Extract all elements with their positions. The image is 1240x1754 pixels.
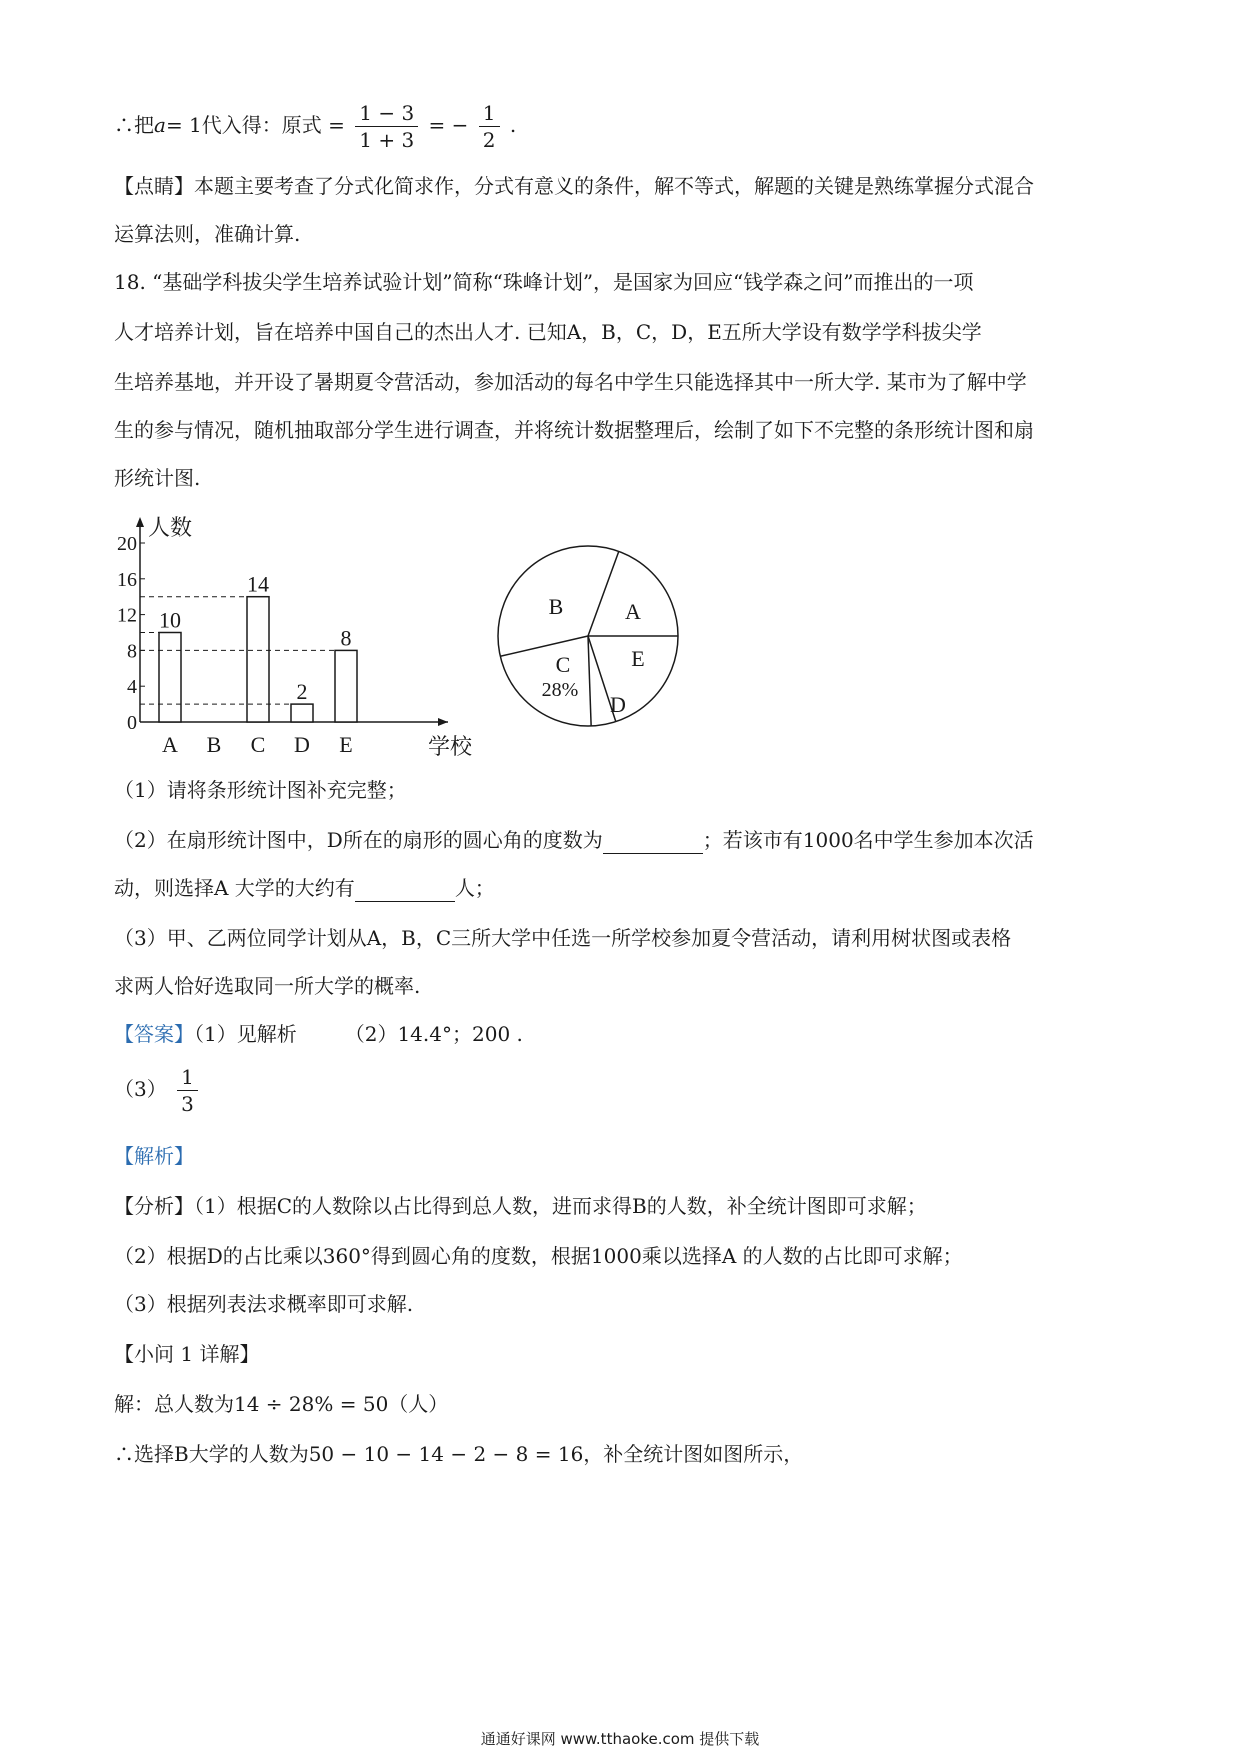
fraction: $\frac{1}{2}$ bbox=[479, 100, 500, 153]
dianjing-tag: 【点睛】 bbox=[114, 174, 194, 198]
fenxi-line-2: （2）根据D的占比乘以360°得到圆心角的度数，根据1000乘以选择A 的人数的占比即可求解； bbox=[114, 1244, 963, 1268]
x-tick-label: E bbox=[339, 732, 353, 757]
fraction: $\frac{1 - 3}{1 + 3}$ bbox=[355, 100, 418, 153]
x-tick-label: A bbox=[162, 732, 178, 757]
answer-line-3: （3） $\frac{1}{3}$ bbox=[114, 1064, 202, 1117]
answer-tag: 【答案】 bbox=[114, 1022, 194, 1046]
bar bbox=[247, 597, 269, 722]
q18-line-1: 18. “基础学科拔尖学生培养试验计划”简称“珠峰计划”，是国家为回应“钱学森之问”而推出的一项 bbox=[114, 270, 974, 294]
x-tick-label: D bbox=[294, 732, 310, 757]
y-tick-label: 16 bbox=[117, 568, 137, 591]
sub-question-1: （1）请将条形统计图补充完整； bbox=[114, 778, 407, 802]
y-tick-label: 20 bbox=[117, 533, 137, 555]
data-label: 10 bbox=[159, 607, 181, 633]
bar bbox=[335, 650, 357, 722]
x-axis-arrow bbox=[438, 718, 448, 726]
pie-slice-label: D bbox=[610, 692, 626, 717]
data-label: 2 bbox=[296, 679, 308, 705]
answer-line: 【答案】（1）见解析 （2）14.4°；200 . bbox=[114, 1022, 523, 1046]
detail-tag: 【小问 1 详解】 bbox=[114, 1342, 260, 1366]
y-axis-label: 人数 bbox=[148, 515, 193, 540]
bar bbox=[159, 633, 181, 723]
q18-line-5: 形统计图. bbox=[114, 466, 201, 490]
data-label: 14 bbox=[247, 571, 269, 597]
sub-question-2-cont: 动，则选择A 大学的大约有 人； bbox=[114, 876, 495, 900]
detail-line-1: 解：总人数为14 ÷ 28% = 50（人） bbox=[114, 1392, 449, 1416]
sub-question-2: （2）在扇形统计图中，D所在的扇形的圆心角的度数为 ；若该市有1000名中学生参加本次活 bbox=[114, 828, 1034, 852]
bar bbox=[291, 704, 313, 722]
pie-percent-label: 28% bbox=[541, 679, 579, 701]
y-tick-label: 4 bbox=[127, 676, 137, 699]
formula-line: ∴把a= 1代入得：原式 = $\frac{1 - 3}{1 + 3}$ = − $\frac{1}{2}$ . bbox=[114, 101, 517, 152]
fenxi-line-1: 【分析】（1）根据C的人数除以占比得到总人数，进而求得B的人数，补全统计图即可求解； bbox=[114, 1194, 927, 1218]
y-tick-label: 0 bbox=[127, 712, 137, 734]
detail-line-2: ∴选择B大学的人数为50 − 10 − 14 − 2 − 8 = 16，补全统计图如图所示， bbox=[114, 1442, 804, 1466]
jiexi-tag: 【解析】 bbox=[114, 1144, 194, 1168]
pie-slice-label: E bbox=[631, 646, 645, 671]
bar-chart bbox=[100, 505, 473, 759]
fenxi-tag: 【分析】 bbox=[114, 1194, 194, 1218]
y-tick-label: 12 bbox=[117, 604, 137, 627]
y-tick-label: 8 bbox=[127, 640, 137, 663]
y-axis-arrow bbox=[136, 517, 144, 527]
pie-slice-label: A bbox=[625, 599, 641, 624]
pie-slice-label: B bbox=[548, 594, 564, 619]
answer-blank bbox=[603, 833, 703, 854]
sub-question-3-cont: 求两人恰好选取同一所大学的概率. bbox=[114, 974, 421, 998]
pie-slice-label: C bbox=[555, 652, 571, 677]
q18-line-4: 生的参与情况，随机抽取部分学生进行调查，并将统计数据整理后，绘制了如下不完整的条形统计图和扇 bbox=[114, 418, 1034, 442]
pie-chart bbox=[488, 536, 688, 736]
sub-question-3: （3）甲、乙两位同学计划从A，B，C三所大学中任选一所学校参加夏令营活动，请利用树状图或表格 bbox=[114, 926, 1012, 950]
dianjing-line-1: 【点睛】本题主要考查了分式化简求作，分式有意义的条件，解不等式，解题的关键是熟练掌握分式混合 bbox=[114, 174, 1034, 198]
x-axis-label: 学校 bbox=[428, 734, 473, 759]
q18-line-2: 人才培养计划，旨在培养中国自己的杰出人才. 已知A，B，C，D，E五所大学设有数学学科拔尖学 bbox=[114, 320, 982, 344]
x-tick-label: C bbox=[250, 732, 266, 757]
data-label: 8 bbox=[340, 625, 352, 651]
dianjing-line-2: 运算法则，准确计算. bbox=[114, 222, 301, 246]
page-footer: 通通好课网 www.tthaoke.com 提供下载 bbox=[480, 1730, 760, 1748]
x-tick-label: B bbox=[206, 732, 222, 757]
fenxi-line-3: （3）根据列表法求概率即可求解. bbox=[114, 1292, 414, 1316]
q18-line-3: 生培养基地，并开设了暑期夏令营活动，参加活动的每名中学生只能选择其中一所大学. 某市为了解中学 bbox=[114, 370, 1027, 394]
answer-blank bbox=[355, 881, 455, 902]
fraction: $\frac{1}{3}$ bbox=[177, 1064, 198, 1117]
